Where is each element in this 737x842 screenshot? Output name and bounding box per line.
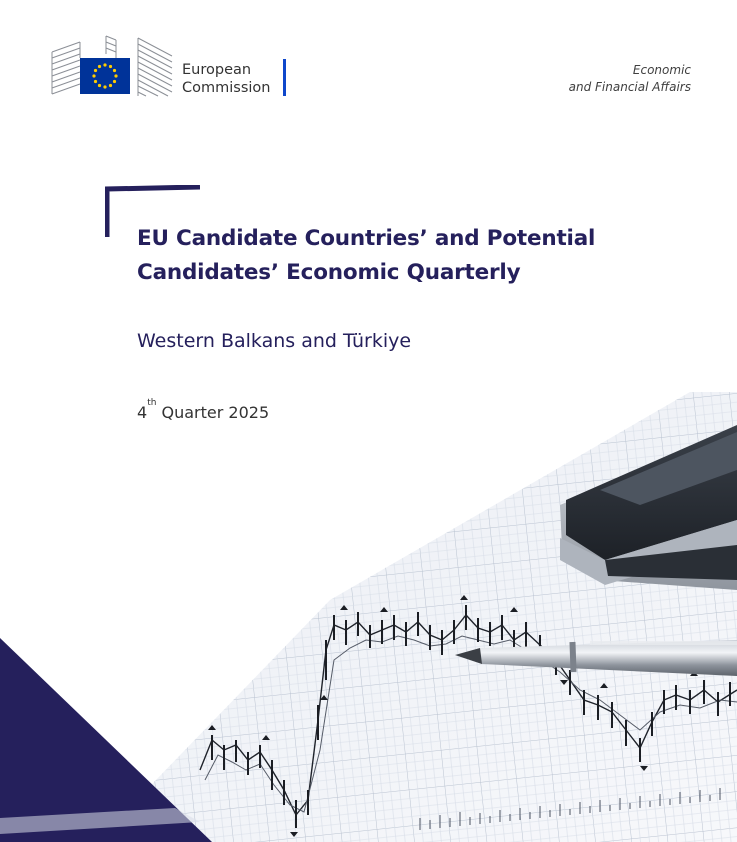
- publication-date: [137, 398, 270, 425]
- organization-name-line1: European: [182, 62, 252, 78]
- organization-name-line2: Commission: [182, 80, 271, 96]
- directorate-general-line1: Economic: [632, 63, 691, 77]
- date-ordinal-suffix: th: [147, 398, 157, 408]
- eu-flag-icon: [80, 58, 130, 94]
- date-number: 4: [137, 403, 148, 422]
- organization-name: [182, 61, 270, 97]
- logo-divider: [283, 59, 286, 96]
- document-subtitle: Western Balkans and Türkiye: [137, 330, 412, 352]
- directorate-general-name: [569, 62, 691, 96]
- date-rest: Quarter 2025: [156, 403, 270, 422]
- directorate-general-line2: and Financial Affairs: [568, 80, 691, 94]
- document-title: EU Candidate Countries’ and Potential Candidates’ Economic Quarterly: [137, 226, 596, 285]
